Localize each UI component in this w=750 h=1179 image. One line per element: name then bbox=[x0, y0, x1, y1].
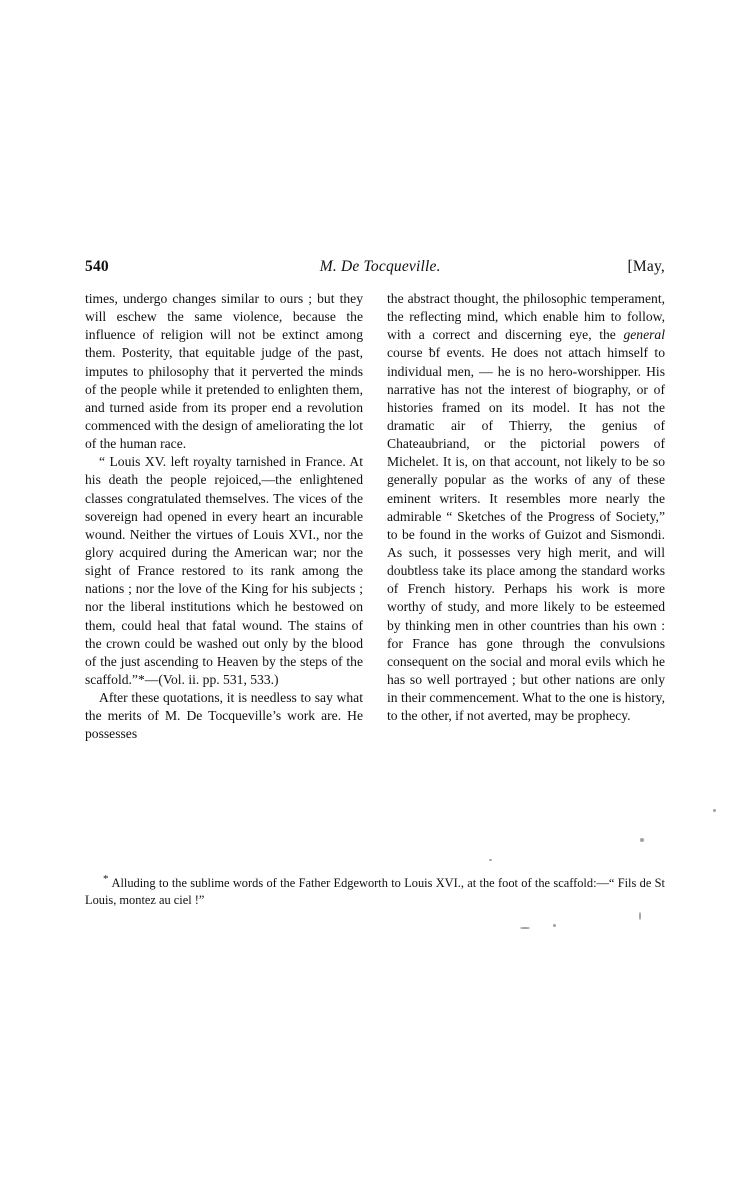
scan-speck bbox=[639, 912, 641, 920]
paragraph: After these quotations, it is needless to say what the merits of M. De Tocqueville’s work are. He possesses bbox=[85, 690, 363, 742]
header-month: [May, bbox=[627, 258, 665, 275]
page-number: 540 bbox=[85, 258, 109, 275]
header-title: M. De Tocqueville. bbox=[319, 258, 441, 275]
scan-speck bbox=[640, 838, 644, 842]
footnote bbox=[85, 872, 665, 908]
scan-speck bbox=[520, 927, 530, 929]
paragraph: times, undergo changes similar to ours ; but they will eschew the same violence, because the influence of religion will not be extinct among them. Posterity, that equitable judge of the past, imputes to philosophy that it perverted the minds of the people while it pretended to enlighten them, and turned aside from its proper end a revolution commenced with the design of ameliorating the lot of the human race. bbox=[85, 291, 363, 452]
two-column-text bbox=[85, 290, 665, 744]
running-head bbox=[85, 258, 665, 276]
scan-speck bbox=[553, 924, 556, 927]
footnote-marker: * bbox=[103, 873, 109, 885]
scan-speck bbox=[713, 809, 716, 812]
paragraph: the abstract thought, the philosophic temperament, the reflecting mind, which enable him to follow, with a correct and discerning eye, the general course ƀf events. He does not attach himself to individual men, — he is no hero-worshipper. His narrative has not the interest of biography, or of histories framed on its model. It has not the dramatic air of Thierry, the genius of Chateaubriand, or the pictorial powers of Michelet. It is, on that account, not likely to be so generally popular as the works of any of these eminent writers. It resembles more nearly the admirable “ Sketches of the Progress of Society,” to be found in the works of Guizot and Sismondi. As such, it possesses very high merit, and will doubtless take its place among the standard works of French history. Perhaps his work is more worthy of study, and more likely to be esteemed by thinking men in other countries than his own : for France has gone through the convulsions consequent on the social and moral evils which he has so well portrayed ; but other nations are only in their commencement. What to the one is history, to the other, if not averted, may be prophecy. bbox=[387, 291, 665, 724]
scan-speck bbox=[489, 859, 492, 861]
column-left bbox=[85, 290, 363, 744]
footnote-text: Alluding to the sublime words of the Father Edgeworth to Louis XVI., at the foot of the scaffold:—“ Fils de St Louis, montez au ciel !” bbox=[85, 876, 665, 907]
paragraph: “ Louis XV. left royalty tarnished in France. At his death the people rejoiced,—the enlightened classes congratulated themselves. The vices of the sovereign had opened in every heart an incurable wound. Neither the virtues of Louis XVI., nor the glory acquired during the American war; nor the sight of France restored to its rank among the nations ; nor the love of the King for his subjects ; nor the liberal institutions which he bestowed on them, could heal that fatal wound. The stains of the crown could be washed out only by the blood of the just ascending to Heaven by the steps of the scaffold.”*—(Vol. ii. pp. 531, 533.) bbox=[85, 454, 363, 687]
page-body bbox=[85, 258, 665, 744]
column-right bbox=[387, 290, 665, 744]
